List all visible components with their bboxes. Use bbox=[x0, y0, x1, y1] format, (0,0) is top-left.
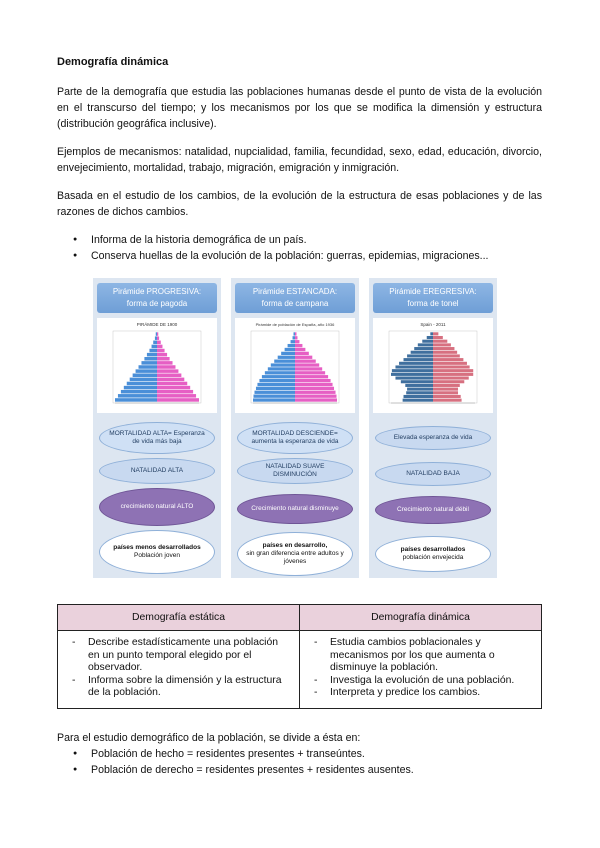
pyramid-svg bbox=[373, 318, 493, 413]
comparison-table bbox=[57, 604, 542, 709]
pyramid-svg bbox=[235, 318, 355, 413]
natality-ellipse: NATALIDAD SUAVE DISMINUCIÓN bbox=[237, 458, 353, 484]
natality-ellipse: NATALIDAD ALTA bbox=[99, 458, 215, 484]
bar-right bbox=[433, 347, 454, 350]
bar-left bbox=[291, 340, 295, 343]
natality-ellipse: NATALIDAD BAJA bbox=[375, 462, 491, 486]
bar-left bbox=[147, 353, 157, 357]
pyramid-chart-1900 bbox=[97, 318, 217, 413]
bar-left bbox=[256, 387, 295, 390]
closing-paragraph: Para el estudio demográfico de la población, se divide a ésta en: bbox=[57, 732, 361, 744]
growth-ellipse: Crecimiento natural disminuye bbox=[237, 494, 353, 524]
bar-right bbox=[433, 351, 457, 354]
bar-left bbox=[427, 336, 433, 339]
bar-left bbox=[156, 332, 157, 336]
bar-left bbox=[136, 369, 157, 373]
bar-left bbox=[152, 345, 157, 349]
bar-right bbox=[433, 354, 460, 357]
bar-left bbox=[403, 399, 433, 402]
table-cell-dynamic bbox=[300, 631, 542, 709]
bar-right bbox=[157, 361, 173, 365]
paragraph-basis: Basada en el estudio de los cambios, de la evolución de la estructura de esas poblaciones y de las razones de dichos cambios. bbox=[57, 190, 542, 218]
bar-right bbox=[433, 380, 464, 383]
bar-right bbox=[157, 332, 158, 336]
bar-right bbox=[433, 362, 467, 365]
bar-left bbox=[153, 341, 157, 345]
bar-left bbox=[262, 375, 295, 378]
column-header: Pirámide EREGRESIVA: forma de tonel bbox=[373, 283, 493, 313]
bar-left bbox=[411, 351, 433, 354]
bar-right bbox=[295, 391, 336, 394]
bar-right bbox=[433, 391, 458, 394]
bar-right bbox=[157, 390, 193, 394]
bar-left bbox=[127, 382, 157, 386]
bar-right bbox=[157, 349, 165, 353]
list-item: ● Conserva huellas de la evolución de la población: guerras, epidemias, migraciones... bbox=[91, 248, 561, 264]
countries-ellipse: países desarrollados población envejecida bbox=[375, 536, 491, 572]
bar-right bbox=[157, 378, 184, 382]
growth-ellipse: crecimiento natural ALTO bbox=[99, 488, 215, 526]
bar-right bbox=[157, 386, 190, 390]
bar-right bbox=[295, 375, 328, 378]
bar-left bbox=[259, 379, 295, 382]
bar-right bbox=[433, 365, 470, 368]
bar-left bbox=[265, 371, 295, 374]
bar-left bbox=[268, 367, 295, 370]
column-header: Pirámide ESTANCADA: forma de campana bbox=[235, 283, 355, 313]
bar-right bbox=[295, 360, 316, 363]
list-item: ● Informa de la historia demográfica de un país. bbox=[91, 232, 561, 248]
bar-right bbox=[157, 394, 196, 398]
bar-left bbox=[257, 383, 295, 386]
pyramid-column-regressive bbox=[369, 278, 497, 578]
list-item: ● Población de hecho = residentes presentes + transeúntes. bbox=[91, 746, 561, 762]
mortality-ellipse: MORTALIDAD ALTA= Esperanza de vida más baja bbox=[99, 422, 215, 454]
bar-right bbox=[157, 336, 159, 340]
pyramid-column-progressive bbox=[93, 278, 221, 578]
bar-left bbox=[392, 369, 433, 372]
bar-left bbox=[405, 384, 433, 387]
bar-left bbox=[124, 386, 157, 390]
table-header: Demografía estática bbox=[58, 605, 300, 631]
bar-right bbox=[157, 353, 167, 357]
bar-left bbox=[407, 354, 433, 357]
bar-left bbox=[155, 336, 157, 340]
bar-left bbox=[141, 361, 157, 365]
list-item: ● Población de derecho = residentes presentes + residentes ausentes. bbox=[91, 762, 561, 778]
bar-left bbox=[288, 344, 295, 347]
bullet-list-2 bbox=[57, 746, 561, 778]
bar-right bbox=[295, 336, 297, 339]
chart-title: Pirámide de población de España, año 1936 bbox=[255, 322, 335, 327]
bar-right bbox=[157, 369, 178, 373]
bar-left bbox=[274, 360, 295, 363]
bar-left bbox=[418, 343, 433, 346]
bar-right bbox=[433, 369, 473, 372]
bar-right bbox=[295, 383, 333, 386]
pyramid-column-stagnant bbox=[231, 278, 359, 578]
bar-left bbox=[395, 377, 433, 380]
page-title: Demografía dinámica bbox=[57, 56, 169, 68]
bar-left bbox=[149, 349, 157, 353]
bar-right bbox=[295, 371, 325, 374]
bar-left bbox=[281, 352, 295, 355]
bar-right bbox=[295, 344, 302, 347]
bar-right bbox=[295, 332, 296, 335]
bar-right bbox=[157, 357, 170, 361]
list-item: - Interpreta y predice los cambios. bbox=[330, 687, 533, 700]
growth-ellipse: Crecimiento natural débil bbox=[375, 496, 491, 524]
bar-right bbox=[157, 365, 175, 369]
list-item: - Informa sobre la dimensión y la estructura de la población. bbox=[88, 675, 291, 700]
bar-left bbox=[404, 395, 433, 398]
bar-right bbox=[433, 343, 451, 346]
bar-right bbox=[157, 345, 162, 349]
table-cell-static bbox=[58, 631, 300, 709]
bar-left bbox=[395, 365, 433, 368]
countries-ellipse: países en desarrollo, sin gran diferencia entre adultos y jóvenes bbox=[237, 532, 353, 576]
mortality-ellipse: MORTALIDAD DESCIENDE= aumenta la esperanza de vida bbox=[237, 422, 353, 454]
bar-right bbox=[433, 340, 447, 343]
column-header: Pirámide PROGRESIVA: forma de pagoda bbox=[97, 283, 217, 313]
bar-right bbox=[157, 382, 187, 386]
bar-left bbox=[404, 358, 433, 361]
bullet-list-1 bbox=[57, 232, 561, 264]
life-expectancy-ellipse: Elevada esperanza de vida bbox=[375, 426, 491, 450]
bar-right bbox=[433, 384, 460, 387]
bar-left bbox=[406, 391, 433, 394]
bar-right bbox=[295, 379, 331, 382]
bar-left bbox=[430, 332, 433, 335]
table-header: Demografía dinámica bbox=[300, 605, 542, 631]
bar-right bbox=[295, 363, 319, 366]
bar-left bbox=[254, 391, 295, 394]
bar-left bbox=[414, 347, 433, 350]
bar-right bbox=[433, 377, 469, 380]
bar-left bbox=[121, 390, 157, 394]
bar-left bbox=[130, 378, 157, 382]
pyramid-chart-1936 bbox=[235, 318, 355, 413]
bar-left bbox=[401, 380, 433, 383]
bar-right bbox=[295, 367, 322, 370]
bar-left bbox=[278, 356, 295, 359]
pyramid-svg bbox=[97, 318, 217, 413]
bar-right bbox=[433, 373, 473, 376]
pyramid-chart-2011 bbox=[373, 318, 493, 413]
bar-left bbox=[115, 398, 157, 402]
bar-right bbox=[157, 398, 199, 402]
bar-right bbox=[295, 352, 309, 355]
bar-left bbox=[399, 362, 433, 365]
bar-left bbox=[294, 332, 295, 335]
bar-right bbox=[433, 358, 463, 361]
bar-left bbox=[293, 336, 295, 339]
bar-right bbox=[295, 340, 299, 343]
pyramid-figure bbox=[93, 278, 497, 578]
bar-right bbox=[433, 332, 438, 335]
list-item: - Describe estadísticamente una población en un punto temporal elegido por el observador. bbox=[88, 637, 291, 675]
bar-left bbox=[422, 340, 433, 343]
bar-left bbox=[285, 348, 295, 351]
bar-right bbox=[433, 388, 458, 391]
bar-right bbox=[433, 395, 461, 398]
bar-left bbox=[139, 365, 157, 369]
bar-left bbox=[253, 395, 295, 398]
bar-left bbox=[118, 394, 157, 398]
bar-right bbox=[295, 348, 305, 351]
chart-title: PIRÁMIDE DE 1900 bbox=[136, 322, 178, 327]
bar-right bbox=[295, 356, 312, 359]
bar-right bbox=[433, 336, 443, 339]
paragraph-examples: Ejemplos de mecanismos: natalidad, nupcialidad, familia, fecundidad, sexo, edad, educación, divorcio, envejecimiento, mortalidad, trabajo, migración, emigración y inmigración. bbox=[57, 146, 542, 174]
bar-left bbox=[391, 373, 433, 376]
bar-left bbox=[271, 363, 295, 366]
list-item: - Estudia cambios poblacionales y mecanismos por los que aumenta o disminuye la población. bbox=[330, 637, 533, 675]
list-item: - Investiga la evolución de una población. bbox=[330, 675, 533, 688]
bar-left bbox=[144, 357, 157, 361]
bar-left bbox=[253, 398, 295, 401]
bar-left bbox=[133, 373, 157, 377]
bar-right bbox=[295, 398, 337, 401]
chart-title: Spain - 2011 bbox=[420, 322, 446, 327]
bar-right bbox=[295, 395, 337, 398]
bar-right bbox=[433, 399, 462, 402]
bar-left bbox=[407, 388, 433, 391]
bar-right bbox=[295, 387, 334, 390]
bar-right bbox=[157, 373, 181, 377]
countries-ellipse: países menos desarrollados Población joven bbox=[99, 530, 215, 574]
paragraph-definition: Parte de la demografía que estudia las poblaciones humanas desde el punto de vista de la evolución en el transcurso del tiempo; y los mecanismos por los que se modifica la dimensión y estructura (distribución geográfica inclusive). bbox=[57, 86, 542, 130]
bar-right bbox=[157, 341, 161, 345]
